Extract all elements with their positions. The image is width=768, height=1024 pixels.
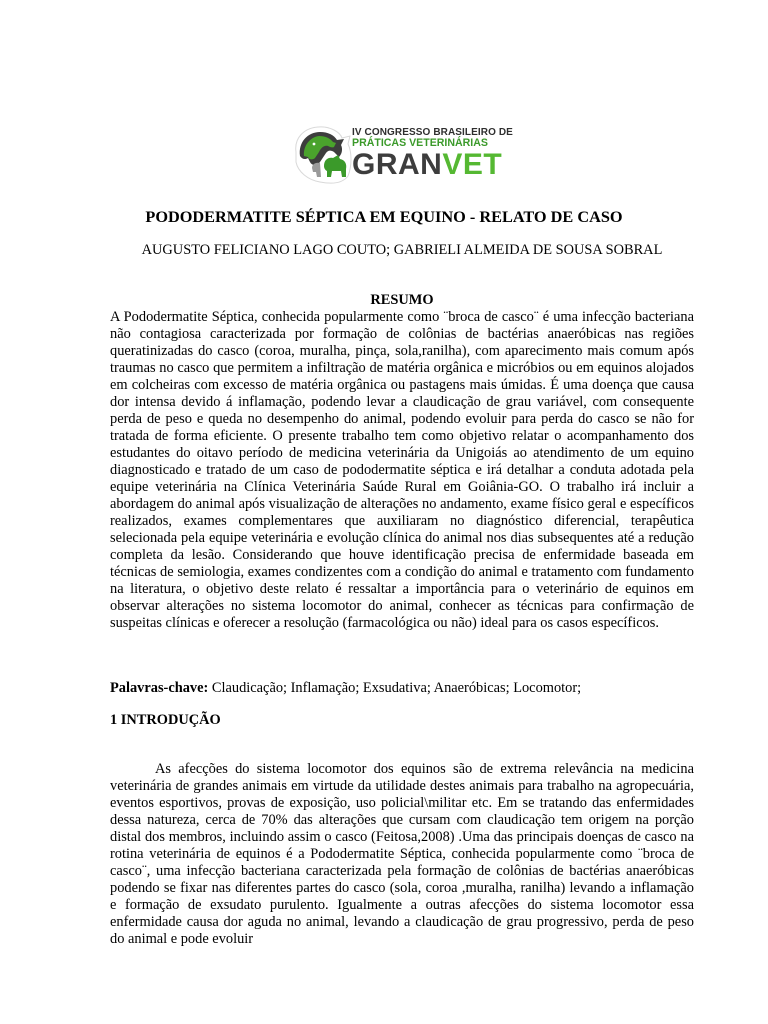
keywords-text: Claudicação; Inflamação; Exsudativa; Anaeróbicas; Locomotor; [208,680,582,696]
logo-brand-wordmark [352,150,512,180]
resumo-body: A Pododermatite Séptica, conhecida popularmente como ¨broca de casco¨ é uma infecção bacteriana não contagiosa caracterizada por formação de colônias de bactérias anaeróbicas nas regiões queratinizadas do casco (coroa, muralha, pinça, sola,ranilha), com aparecimento mais comum após traumas no casco que permitem a infiltração de matéria orgânica e micróbios ou em equinos alojados em colcheiras com excesso de matéria orgânica ou pastagens mais úmidas. É uma doença que causa dor intensa devido á inflamação, podendo levar a claudicação de grau variável, com consequente perda de peso e queda no desempenho do animal, podendo evoluir para perda do casco se não for tratada de forma eficiente. O presente trabalho tem como objetivo relatar o acompanhamento dos estudantes do oitavo período de medicina veterinária da Unigoiás ao atendimento de um equino diagnosticado e tratado de um caso de pododermatite séptica e irá detalhar a conduta adotada pela equipe veterinária na Clínica Veterinária Saúde Rural em Goiânia-GO. O trabalho irá incluir a abordagem do animal após visualização de alterações no andamento, exame físico geral e específicos realizados, exames complementares que auxiliaram no diagnóstico diferencial, terapêutica selecionada pela equipe veterinária e evolução clínica do animal nos dias subsequentes até a redução completa da lesão. Considerando que houve identificação precisa de enfermidade baseada em técnicas de semiologia, exames condizentes com a condição do animal e tratamento com fundamento na literatura, o objetivo deste relato é ressaltar a importância para o veterinário de equinos em observar alterações no sistema locomotor do animal, conhecer as técnicas para confirmação de suspeitas clínicas e oferecer a resolução (farmacológica ou não) ideal para os casos específicos. [110,309,694,631]
keywords-label: Palavras-chave: [110,680,209,696]
logo-text-block [352,127,512,180]
paper-title: PODODERMATITE SÉPTICA EM EQUINO - RELATO DE CASO [145,207,623,226]
logo-practices-line: PRÁTICAS VETERINÁRIAS [352,137,488,149]
logo-congress-line: IV CONGRESSO BRASILEIRO DE [352,127,513,138]
introducao-heading: 1 INTRODUÇÃO [110,712,221,728]
keywords-line [110,680,710,697]
logo-brand-part2: VET [442,148,503,181]
horse-and-dog-logo-icon [290,122,356,186]
introducao-body: As afecções do sistema locomotor dos equinos são de extrema relevância na medicina veterinária de grandes animais em virtude da utilidade destes animais para trabalho na agropecuária, eventos esportivos, provas de exposição, uso policial\militar etc. Em se tratando das enfermidades dessa natureza, cerca de 70% das alterações que cursam com claudicação tem origem na porção distal dos membros, incluindo assim o casco (Feitosa,2008) .Uma das principais doenças de casco na rotina veterinária de equinos é a Pododermatite Séptica, conhecida popularmente como ¨broca de casco¨, uma infecção bacteriana caracterizada pela formação de colônias de bactérias anaeróbicas podendo se fixar nas diferentes partes do casco (sola, coroa ,muralha, ranilha) levando a inflamação e formação de exsudato purulento. Igualmente a outras afecções do sistema locomotor essa enfermidade causa dor aguda no animal, levando a claudicação de grau progressivo, perda de peso do animal e pode evoluir [110,761,694,947]
paper-authors: AUGUSTO FELICIANO LAGO COUTO; GABRIELI ALMEIDA DE SOUSA SOBRAL [141,242,663,258]
resumo-heading: RESUMO [370,292,434,308]
logo-brand-part1: GRAN [352,148,443,181]
granvet-logo [290,122,513,186]
